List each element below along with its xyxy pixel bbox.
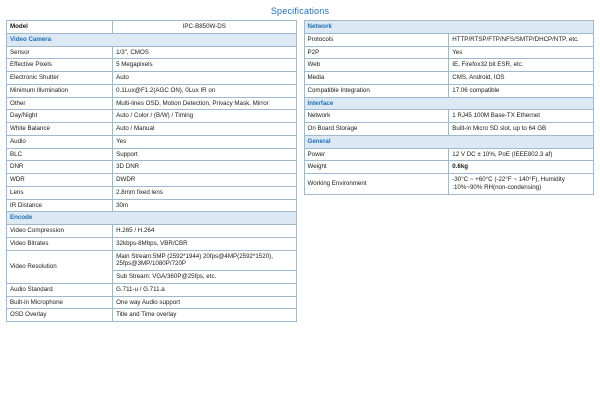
right-spec-table <box>304 20 595 195</box>
table-row <box>7 46 297 59</box>
table-row <box>7 148 297 161</box>
row-label: Video Compression <box>7 225 113 238</box>
table-row <box>304 59 594 72</box>
row-label: Working Environment <box>304 174 449 195</box>
row-label: Other <box>7 97 113 110</box>
row-value-line: Sub Stream: VGA/360P@25fps, etc. <box>116 273 217 280</box>
table-row <box>304 72 594 85</box>
table-row <box>7 161 297 174</box>
row-value: G.711-u / G.711.a <box>113 283 296 296</box>
row-label: P2P <box>304 46 449 59</box>
left-spec-table <box>6 20 297 322</box>
spec-columns <box>6 20 594 322</box>
row-label: Web <box>304 59 449 72</box>
row-label: Video Resolution <box>7 250 113 283</box>
row-label: On Board Storage <box>304 123 449 136</box>
row-label: Electronic Shutter <box>7 72 113 85</box>
table-row <box>7 309 297 322</box>
model-label: Model <box>7 21 113 34</box>
row-value: Multi-lines OSD, Motion Detection, Privacy Mask, Mirror <box>113 97 296 110</box>
row-value: Auto / Manual <box>113 123 296 136</box>
table-row <box>304 33 594 46</box>
section-title: Network <box>304 21 594 34</box>
table-row <box>7 199 297 212</box>
row-value: Title and Time overlay <box>113 309 296 322</box>
section-header-interface <box>304 97 594 110</box>
row-label: WDR <box>7 174 113 187</box>
section-title: Interface <box>304 97 594 110</box>
table-row <box>304 148 594 161</box>
row-value: DWDR <box>113 174 296 187</box>
row-value: IE, Firefox32 bit ESR, etc. <box>449 59 594 72</box>
table-row <box>7 296 297 309</box>
row-value: 12 V DC ± 10%, PoE (IEEE802.3 af) <box>449 148 594 161</box>
row-label: White Balance <box>7 123 113 136</box>
table-row <box>7 174 297 187</box>
table-row <box>304 84 594 97</box>
row-value: Auto / Color / (B/W) / Timing <box>113 110 296 123</box>
row-label: Effective Pixels <box>7 59 113 72</box>
row-value: Support <box>113 148 296 161</box>
row-value: 17.06 compatible <box>449 84 594 97</box>
row-label: DNR <box>7 161 113 174</box>
table-row <box>304 46 594 59</box>
row-label: Media <box>304 72 449 85</box>
row-label: Protocols <box>304 33 449 46</box>
row-value: 1 RJ45 100M Base-TX Ethernet <box>449 110 594 123</box>
row-value: 0.6kg <box>449 161 594 174</box>
row-label: Audio <box>7 135 113 148</box>
section-header-encode <box>7 212 297 225</box>
table-row <box>7 72 297 85</box>
table-row <box>7 97 297 110</box>
row-value: One way Audio support <box>113 296 296 309</box>
row-label: Lens <box>7 186 113 199</box>
table-row <box>7 283 297 296</box>
model-value: IPC-B850W-DS <box>113 21 296 34</box>
row-value: -30°C ~ +60°C (-22°F ~ 140°F), Humidity :10%~90% RH(non-condensing) <box>449 174 594 195</box>
row-label: Sensor <box>7 46 113 59</box>
table-row <box>7 123 297 136</box>
table-row <box>304 161 594 174</box>
row-value: 1/3", CMOS <box>113 46 296 59</box>
row-value: 32kbps-8Mbps, VBR/CBR <box>113 237 296 250</box>
table-row <box>7 135 297 148</box>
row-label: Built-in Microphone <box>7 296 113 309</box>
row-label: Power <box>304 148 449 161</box>
section-title: General <box>304 135 594 148</box>
row-label: OSD Overlay <box>7 309 113 322</box>
page-title: Specifications <box>270 6 330 16</box>
table-row <box>7 237 297 250</box>
table-row <box>304 110 594 123</box>
row-label: BLC <box>7 148 113 161</box>
table-row <box>7 250 297 283</box>
row-value: Yes <box>113 135 296 148</box>
row-value <box>113 250 296 283</box>
row-label: Weight <box>304 161 449 174</box>
row-value: CMS, Android, IOS <box>449 72 594 85</box>
row-label: Network <box>304 110 449 123</box>
table-row <box>7 110 297 123</box>
row-value: Built-in Micro SD slot, up to 64 GB <box>449 123 594 136</box>
row-label: IR Distance <box>7 199 113 212</box>
table-row <box>7 225 297 238</box>
row-value: 0.1Lux@F1.2(AGC ON), 0Lux IR on <box>113 84 296 97</box>
section-header-video-camera <box>7 33 297 46</box>
row-value: H.265 / H.264 <box>113 225 296 238</box>
row-label: Audio Standard <box>7 283 113 296</box>
row-value: 3D DNR <box>113 161 296 174</box>
row-label: Compatible Integration <box>304 84 449 97</box>
row-value: 5 Megapixels <box>113 59 296 72</box>
row-value: HTTP/RTSP/FTP/NFS/SMTP/DHCP/NTP, etc. <box>449 33 594 46</box>
row-value: 2.8mm fixed lens <box>113 186 296 199</box>
row-label: Minimum Illumination <box>7 84 113 97</box>
table-row <box>304 174 594 195</box>
row-value: Yes <box>449 46 594 59</box>
row-value: 30m <box>113 199 296 212</box>
row-value: Auto <box>113 72 296 85</box>
table-row <box>304 123 594 136</box>
left-column <box>6 20 297 322</box>
row-value-line: Main Stream:5MP (2592*1944) 20fps@4MP(2592*1520), 25fps@3MP/1080P/720P <box>113 251 295 272</box>
row-label: Video Bitrates <box>7 237 113 250</box>
table-row <box>7 59 297 72</box>
section-title: Video Camera <box>7 33 297 46</box>
section-header-network <box>304 21 594 34</box>
table-row <box>7 186 297 199</box>
right-column <box>304 20 595 195</box>
section-title: Encode <box>7 212 297 225</box>
section-header-general <box>304 135 594 148</box>
row-label: Day/Night <box>7 110 113 123</box>
table-row <box>7 21 297 34</box>
table-row <box>7 84 297 97</box>
